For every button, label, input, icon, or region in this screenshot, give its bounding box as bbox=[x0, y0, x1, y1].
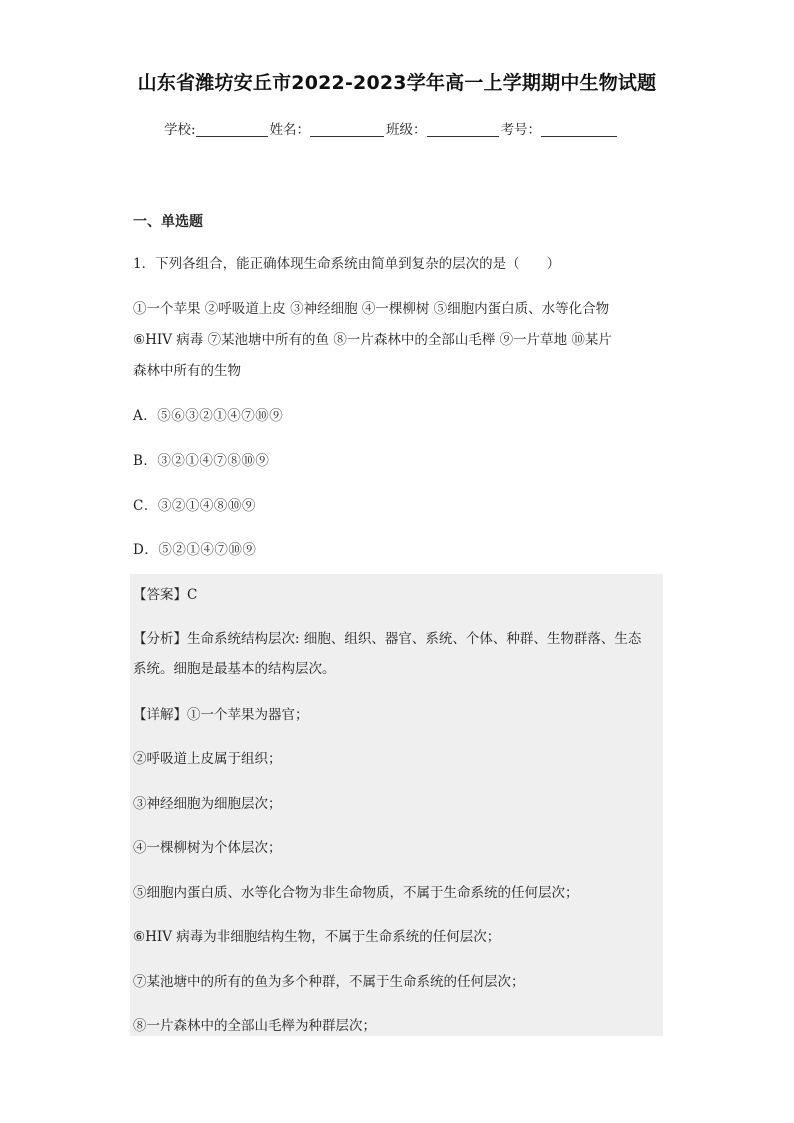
analysis-line-2: 系统。细胞是最基本的结构层次。 bbox=[133, 661, 336, 677]
class-label: 班级： bbox=[386, 122, 427, 138]
student-info-line bbox=[164, 118, 619, 138]
option-a: A．⑤⑥③②①④⑦⑩⑨ bbox=[133, 408, 284, 424]
detail-line: ④一棵柳树为个体层次； bbox=[133, 840, 282, 856]
detail-line: ⑥HIV 病毒为非细胞结构生物，不属于生命系统的任何层次； bbox=[133, 929, 501, 945]
section-heading: 一、单选题 bbox=[133, 214, 203, 230]
name-blank bbox=[310, 122, 384, 137]
option-b: B．③②①④⑦⑧⑩⑨ bbox=[133, 453, 270, 469]
option-d: D．⑤②①④⑦⑩⑨ bbox=[133, 542, 257, 558]
detail-line: ⑧一片森林中的全部山毛榉为种群层次； bbox=[133, 1018, 376, 1034]
exam-number-label: 考号： bbox=[500, 122, 542, 138]
detail-line: ⑤细胞内蛋白质、水等化合物为非生命物质，不属于生命系统的任何层次； bbox=[133, 885, 579, 901]
question-items-line-1: ①一个苹果 ②呼吸道上皮 ③神经细胞 ④一棵柳树 ⑤细胞内蛋白质、水等化合物 bbox=[133, 301, 610, 317]
page-title: 山东省潍坊安丘市2022-2023学年高一上学期期中生物试题 bbox=[137, 72, 657, 94]
class-blank bbox=[427, 122, 499, 137]
name-label: 姓名： bbox=[269, 122, 311, 138]
detail-line: ⑦某池塘中的所有的鱼为多个种群，不属于生命系统的任何层次； bbox=[133, 974, 525, 990]
option-c: C．③②①④⑧⑩⑨ bbox=[133, 498, 256, 514]
detail-line: 【详解】①一个苹果为器官； bbox=[133, 707, 309, 723]
question-stem: 1．下列各组合，能正确体现生命系统由简单到复杂的层次的是（ ） bbox=[133, 256, 561, 272]
exam-number-blank bbox=[541, 122, 617, 137]
school-label: 学校: bbox=[164, 122, 196, 138]
question-items-line-3: 森林中所有的生物 bbox=[133, 363, 241, 379]
detail-line: ②呼吸道上皮属于组织； bbox=[133, 751, 282, 767]
detail-line: ③神经细胞为细胞层次； bbox=[133, 796, 282, 812]
analysis-line-1: 【分析】生命系统结构层次: 细胞、组织、器官、系统、个体、种群、生物群落、生态 bbox=[133, 631, 642, 647]
question-items-line-2: ⑥HIV 病毒 ⑦某池塘中所有的鱼 ⑧一片森林中的全部山毛榉 ⑨一片草地 ⑩某片 bbox=[133, 332, 612, 348]
answer-line: 【答案】C bbox=[133, 587, 198, 603]
school-blank bbox=[196, 122, 268, 137]
